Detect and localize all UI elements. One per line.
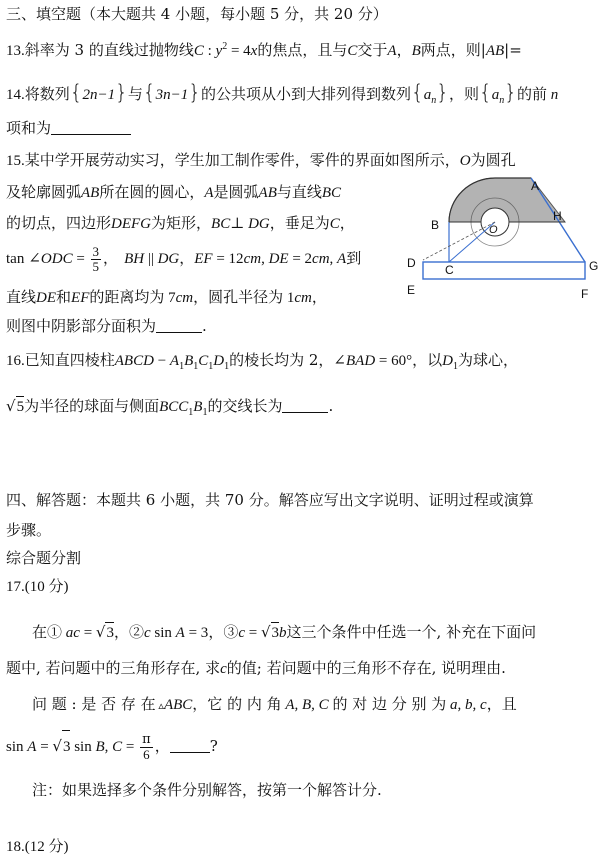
answer-blank-14[interactable] bbox=[51, 120, 131, 135]
question-17-line-1: 在① ac = √3，②c sin A = 3，③c = √3b这三个条件中任选一个, 补充在下面问 bbox=[32, 623, 537, 641]
question-16-line-2: √5为半径的球面与侧面$BCC_1B_1$的交线长为 . bbox=[6, 397, 334, 418]
label-o: O bbox=[489, 224, 498, 236]
question-14-line-1: 14.将数列{2n−1}与{3n−1}的公共项从小到大排列得到数列$\{a_n\}$，则$\{a_n\}$的前 n bbox=[6, 80, 559, 106]
question-17-line-2: 题中, 若问题中的三角形存在, 求c的值; 若问题中的三角形不存在, 说明理由. bbox=[6, 659, 506, 677]
question-17-header: 17.(10 分) bbox=[6, 579, 69, 595]
section-4-title-line-2: 步骤。 bbox=[6, 521, 52, 539]
question-15-line-6: 则图中阴影部分面积为 . bbox=[6, 317, 207, 335]
label-e: E bbox=[407, 283, 416, 297]
question-15-line-2: 及轮廓圆弧AB所在圆的圆心，A是圆弧AB与直线BC bbox=[6, 183, 342, 201]
question-15-line-3: 的切点，四边形DEFG为矩形，BC⊥ DG，垂足为C， bbox=[6, 214, 355, 232]
question-16-line-1: 16.已知直四棱柱ABCD − $A_1B_1C_1D_1$的棱长均为 2，∠BAD = 60°，以$D_1$为球心， bbox=[6, 351, 519, 372]
question-17-line-3: 问 题 : 是 否 存 在 ▵ABC，它 的 内 角 A, B, C 的 对 边 分 别 为 a, b, c，且 bbox=[32, 695, 517, 713]
label-b: B bbox=[431, 218, 440, 232]
label-d: D bbox=[407, 256, 416, 270]
question-14-line-2: 项和为 bbox=[6, 118, 131, 138]
label-f: F bbox=[581, 287, 589, 301]
section-4-title-line-1: 四、解答题：本题共 6 小题，共 70 分。解答应写出文字说明、证明过程或演算 bbox=[6, 491, 534, 509]
label-h: H bbox=[553, 209, 562, 223]
question-17-line-4: sin A = √3 sin B, C = $\frac{\pi}{6}$ ， ? bbox=[6, 731, 218, 762]
question-15-line-1: 15.某中学开展劳动实习，学生加工制作零件，零件的界面如图所示，O为圆孔 bbox=[6, 151, 516, 169]
question-13: 13.斜率为 3 的直线过抛物线C : $y^2 = 4x$的焦点，且与C交于A，B两点，则|AB|= bbox=[6, 41, 522, 59]
question-15-line-4: tan ∠ODC = $\frac{3}{5}$ ， BH || DG，EF = 12cm, DE = 2cm, A到 bbox=[6, 243, 362, 274]
fraction-3-5: $\frac{3}{5}$ bbox=[92, 243, 100, 274]
question-17-note: 注：如果选择多个条件分别解答，按第一个解答计分. bbox=[32, 781, 382, 799]
question-15-line-5: 直线DE和EF的距离均为 7cm，圆孔半径为 1cm， bbox=[6, 288, 327, 306]
answer-blank-17[interactable] bbox=[170, 738, 210, 753]
label-c: C bbox=[445, 263, 454, 277]
question-18-header: 18.(12 分) bbox=[6, 839, 69, 855]
split-label: 综合题分割 bbox=[6, 549, 82, 567]
answer-blank-16[interactable] bbox=[282, 398, 328, 413]
label-g: G bbox=[589, 259, 599, 273]
fraction-pi-6: $\frac{\pi}{6}$ bbox=[142, 731, 151, 762]
section-3-title: 三、填空题（本大题共 4 小题，每小题 5 分，共 20 分） bbox=[6, 5, 388, 23]
label-a: A bbox=[531, 179, 540, 193]
part-figure bbox=[395, 172, 601, 302]
answer-blank-15[interactable] bbox=[156, 318, 202, 333]
